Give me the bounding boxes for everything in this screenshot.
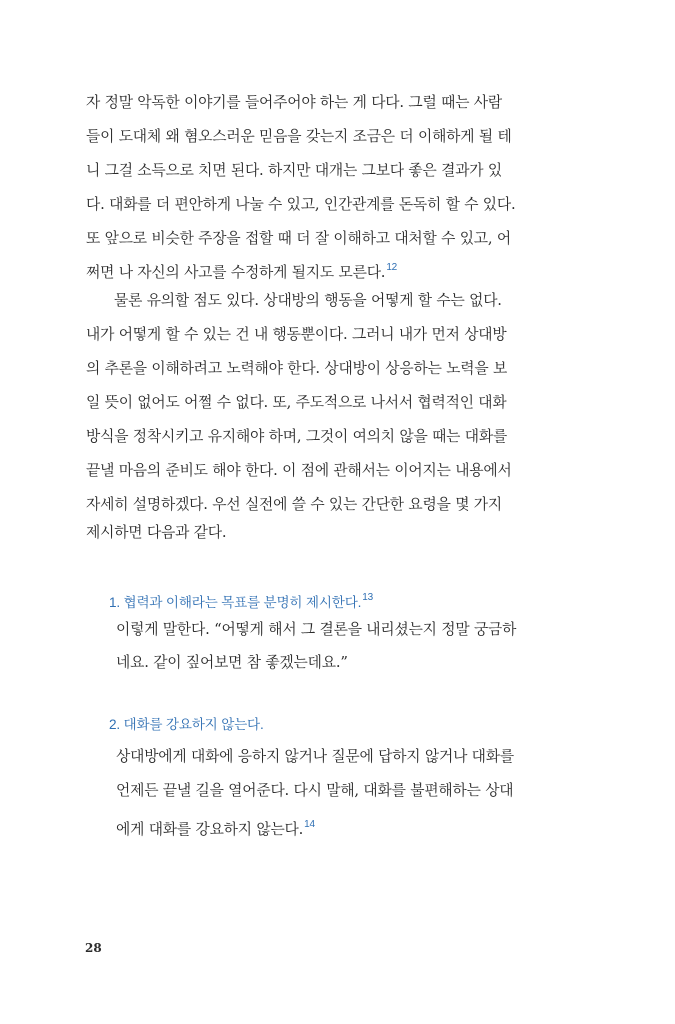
paragraph-line: 내가 어떻게 할 수 있는 건 내 행동뿐이다. 그러니 내가 먼저 상대방 xyxy=(86,326,507,343)
paragraph-line: 자세히 설명하겠다. 우선 실전에 쓸 수 있는 간단한 요령을 몇 가지 xyxy=(86,496,502,513)
tip-line: 네요. 같이 짚어보면 참 좋겠는데요.” xyxy=(116,654,348,671)
paragraph-line: 제시하면 다음과 같다. xyxy=(86,524,227,541)
tip-line xyxy=(116,815,554,840)
paragraph-line: 일 뜻이 없어도 어쩔 수 없다. 또, 주도적으로 나서서 협력적인 대화 xyxy=(86,394,507,411)
footnote-marker: 14 xyxy=(304,819,315,830)
paragraph-line: 니 그걸 소득으로 치면 된다. 하지만 대개는 그보다 좋은 결과가 있 xyxy=(86,162,502,179)
tip-line-text: 에게 대화를 강요하지 않는다. xyxy=(116,821,304,838)
footnote-marker: 12 xyxy=(386,262,398,273)
tip-heading-text: 1. 협력과 이해라는 목표를 분명히 제시한다. xyxy=(109,595,362,610)
paragraph-line: 자 정말 악독한 이야기를 들어주어야 하는 게 다다. 그럴 때는 사람 xyxy=(86,94,502,111)
paragraph-line: 의 추론을 이해하려고 노력해야 한다. 상대방이 상응하는 노력을 보 xyxy=(86,360,508,377)
tip-line: 상대방에게 대화에 응하지 않거나 질문에 답하지 않거나 대화를 xyxy=(116,748,514,765)
page-number: 28 xyxy=(85,941,102,955)
paragraph-line: 또 앞으로 비슷한 주장을 접할 때 더 잘 이해하고 대처할 수 있고, 어 xyxy=(86,230,511,247)
paragraph-line: 방식을 정착시키고 유지해야 하며, 그것이 여의치 않을 때는 대화를 xyxy=(86,428,508,445)
paragraph-line-text: 쩌면 나 자신의 사고를 수정하게 될지도 모른다. xyxy=(86,264,386,281)
paragraph-line: 끝낼 마음의 준비도 해야 한다. 이 점에 관해서는 이어지는 내용에서 xyxy=(86,462,512,479)
footnote-marker: 13 xyxy=(362,592,373,603)
paragraph-line: 물론 유의할 점도 있다. 상대방의 행동을 어떻게 할 수는 없다. xyxy=(114,292,502,309)
paragraph-line: 들이 도대체 왜 혐오스러운 믿음을 갖는지 조금은 더 이해하게 될 테 xyxy=(86,128,512,145)
tip-heading xyxy=(109,588,559,613)
tip-heading: 2. 대화를 강요하지 않는다. xyxy=(109,717,264,732)
paragraph-line xyxy=(86,258,551,283)
paragraph-line: 다. 대화를 더 편안하게 나눌 수 있고, 인간관계를 돈독히 할 수 있다. xyxy=(86,196,516,213)
tip-line: 언제든 끝낼 길을 열어준다. 다시 말해, 대화를 불편해하는 상대 xyxy=(116,782,514,799)
tip-line: 이렇게 말한다. “어떻게 해서 그 결론을 내리셨는지 정말 궁금하 xyxy=(116,621,517,638)
